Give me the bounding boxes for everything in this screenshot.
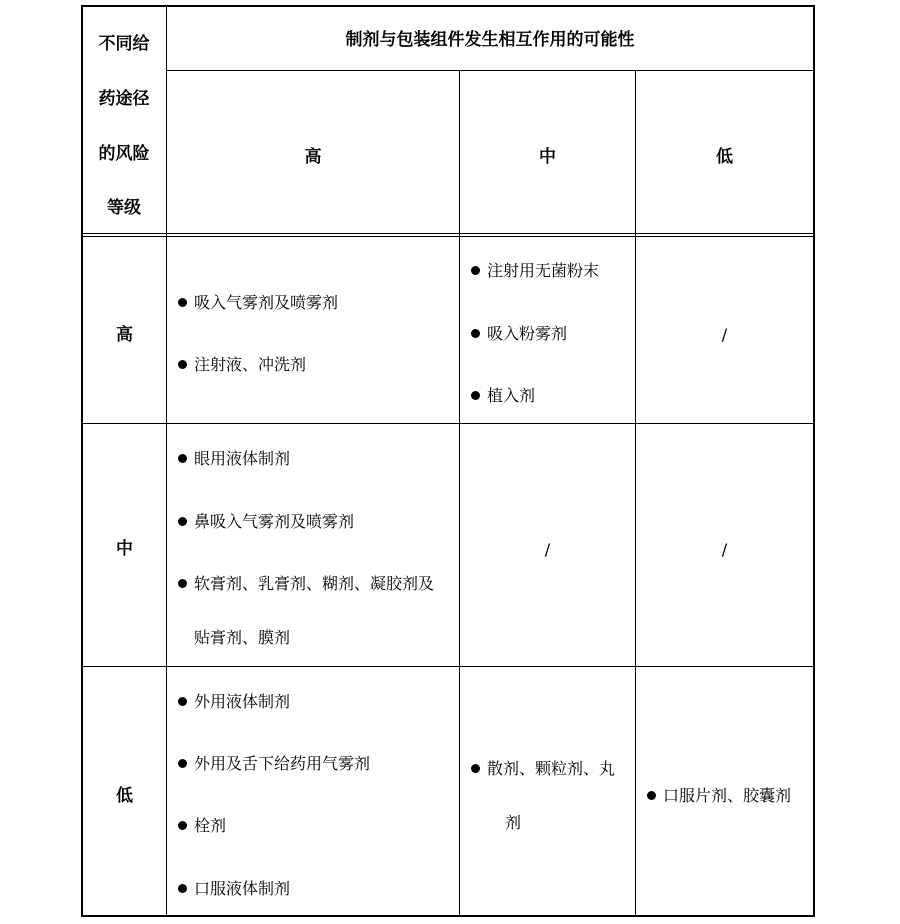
list-item: 注射用无菌粉末 (471, 261, 599, 281)
col-header-low: 低 (716, 147, 733, 167)
cell-empty-slash: / (544, 540, 551, 559)
list-item: 口服片剂、胶囊剂 (647, 786, 791, 806)
col-header-high: 高 (304, 147, 322, 167)
list-item-continuation: 剂 (505, 813, 522, 832)
list-item: 眼用液体制剂 (178, 449, 290, 469)
list-item: 吸入气雾剂及喷雾剂 (178, 293, 338, 313)
row-label-high: 高 (116, 325, 133, 345)
header-left-line-2: 药途径 (98, 89, 150, 109)
list-item: 外用及舌下给药用气雾剂 (178, 754, 370, 774)
interaction-header-title: 制剂与包装组件发生相互作用的可能性 (345, 30, 635, 50)
row-label-low: 低 (116, 786, 133, 806)
cell-empty-slash: / (721, 540, 728, 559)
list-item: 植入剂 (471, 386, 535, 406)
header-left-line-3: 的风险 (98, 144, 150, 164)
list-item: 软膏剂、乳膏剂、糊剂、凝胶剂及 (178, 574, 434, 594)
row-label-medium: 中 (116, 539, 133, 559)
header-left-line-4: 等级 (107, 198, 141, 218)
col-header-medium: 中 (539, 147, 556, 167)
list-item: 散剂、颗粒剂、丸 (471, 759, 615, 779)
list-item: 吸入粉雾剂 (471, 324, 567, 344)
list-item-continuation: 贴膏剂、膜剂 (194, 628, 291, 647)
list-item: 口服液体制剂 (178, 879, 290, 899)
list-item: 注射液、冲洗剂 (178, 355, 306, 375)
cell-empty-slash: / (721, 325, 728, 344)
list-item: 外用液体制剂 (178, 692, 290, 712)
list-item: 栓剂 (178, 816, 226, 836)
header-left-line-1: 不同给 (98, 34, 150, 54)
list-item: 鼻吸入气雾剂及喷雾剂 (178, 512, 354, 532)
